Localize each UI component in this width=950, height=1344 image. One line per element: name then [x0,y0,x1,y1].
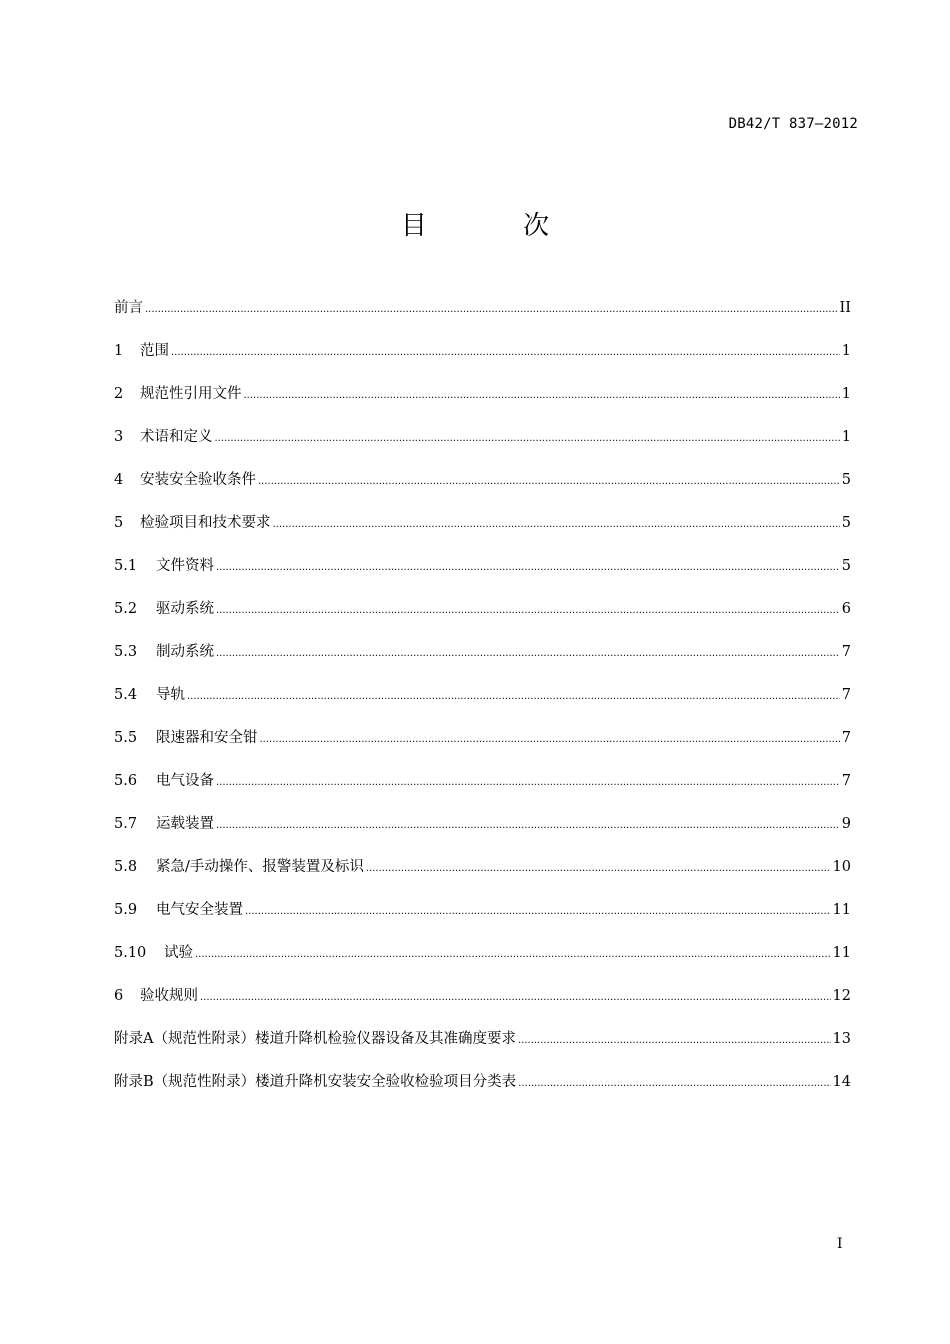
toc-entry-page: 1 [841,386,851,402]
toc-entry-page: 7 [841,687,851,703]
toc-entry-page: 5 [841,558,851,574]
toc-entry-number: 5.8 [114,859,138,875]
toc-entry-5[interactable] [114,511,851,554]
toc-entry-label: 前言 [114,300,143,316]
toc-leader-dots [187,687,840,703]
toc-entry-2[interactable] [114,382,851,425]
toc-entry-label: 文件资料 [156,558,214,574]
toc-leader-dots [244,386,840,402]
toc-leader-dots [260,730,840,746]
toc-entry-foreword[interactable] [114,296,851,339]
toc-entry-number: 5.3 [114,644,138,660]
toc-leader-dots [518,1031,831,1047]
toc-entry-page: 10 [832,859,851,875]
toc-entry-5-10[interactable] [114,941,851,984]
toc-entry-number: 6 [114,988,124,1004]
toc-entry-5-1[interactable] [114,554,851,597]
toc-entry-appendix-b[interactable] [114,1070,851,1113]
toc-leader-dots [273,515,840,531]
toc-leader-dots [216,644,840,660]
toc-leader-dots [366,859,831,875]
toc-entry-number: 5.10 [114,945,147,961]
toc-leader-dots [171,343,840,359]
toc-entry-label: 规范性引用文件 [140,386,242,402]
toc-entry-label: 限速器和安全钳 [156,730,258,746]
toc-entry-1[interactable] [114,339,851,382]
toc-leader-dots [200,988,831,1004]
toc-entry-page: 7 [841,773,851,789]
toc-leader-dots [518,1074,830,1090]
toc-entry-number: 5.6 [114,773,138,789]
toc-entry-page: 1 [841,343,851,359]
toc-leader-dots [216,816,840,832]
toc-entry-number: 5.7 [114,816,138,832]
toc-entry-number: 3 [114,429,124,445]
toc-entry-label: 试验 [164,945,193,961]
toc-entry-number: 4 [114,472,124,488]
toc-leader-dots [245,902,831,918]
toc-entry-label: 检验项目和技术要求 [140,515,271,531]
toc-entry-5-6[interactable] [114,769,851,812]
toc-entry-5-3[interactable] [114,640,851,683]
toc-entry-page: 13 [832,1031,851,1047]
toc-leader-dots [258,472,840,488]
toc-leader-dots [195,945,831,961]
page-title: 目 次 [400,211,594,241]
toc-entry-page: 12 [832,988,851,1004]
toc-entry-5-9[interactable] [114,898,851,941]
toc-entry-label: 制动系统 [156,644,214,660]
toc-entry-label: 电气安全装置 [156,902,243,918]
toc-entry-label: 导轨 [156,687,185,703]
page-number: I [837,1236,843,1252]
toc-entry-3[interactable] [114,425,851,468]
toc-entry-number: 5.1 [114,558,138,574]
toc-entry-page: 11 [832,902,851,918]
toc-entry-5-8[interactable] [114,855,851,898]
toc-entry-label: 电气设备 [156,773,214,789]
toc-leader-dots [216,773,840,789]
toc-leader-dots [216,601,840,617]
toc-entry-page: 5 [841,515,851,531]
toc-entry-page: II [839,300,851,316]
toc-entry-page: 7 [841,730,851,746]
toc-entry-5-2[interactable] [114,597,851,640]
toc-entry-page: 7 [841,644,851,660]
toc-entry-label: 验收规则 [140,988,198,1004]
toc-entry-label: 附录B（规范性附录）楼道升降机安装安全验收检验项目分类表 [114,1074,517,1090]
toc-entry-label: 运载装置 [156,816,214,832]
toc-leader-dots [216,558,840,574]
toc-entry-number: 5.2 [114,601,138,617]
toc-entry-label: 驱动系统 [156,601,214,617]
toc-entry-page: 9 [841,816,851,832]
toc-entry-5-5[interactable] [114,726,851,769]
toc-entry-6[interactable] [114,984,851,1027]
toc-entry-page: 5 [841,472,851,488]
document-code: DB42/T 837—2012 [728,116,858,132]
toc-entry-page: 6 [841,601,851,617]
toc-entry-number: 5.4 [114,687,138,703]
toc-entry-4[interactable] [114,468,851,511]
toc-entry-appendix-a[interactable] [114,1027,851,1070]
toc-entry-number: 2 [114,386,124,402]
toc-leader-dots [215,429,840,445]
toc-entry-number: 5.5 [114,730,138,746]
toc-entry-5-4[interactable] [114,683,851,726]
toc-entry-label: 术语和定义 [140,429,213,445]
toc-entry-label: 附录A（规范性附录）楼道升降机检验仪器设备及其准确度要求 [114,1031,516,1047]
table-of-contents [114,296,851,1113]
toc-entry-label: 紧急/手动操作、报警装置及标识 [156,859,364,875]
toc-entry-number: 1 [114,343,124,359]
toc-entry-label: 范围 [140,343,169,359]
toc-entry-5-7[interactable] [114,812,851,855]
toc-entry-number: 5.9 [114,902,138,918]
toc-entry-number: 5 [114,515,124,531]
toc-entry-page: 11 [832,945,851,961]
toc-entry-page: 14 [832,1074,851,1090]
toc-leader-dots [145,300,838,316]
toc-entry-page: 1 [841,429,851,445]
toc-entry-label: 安装安全验收条件 [140,472,256,488]
